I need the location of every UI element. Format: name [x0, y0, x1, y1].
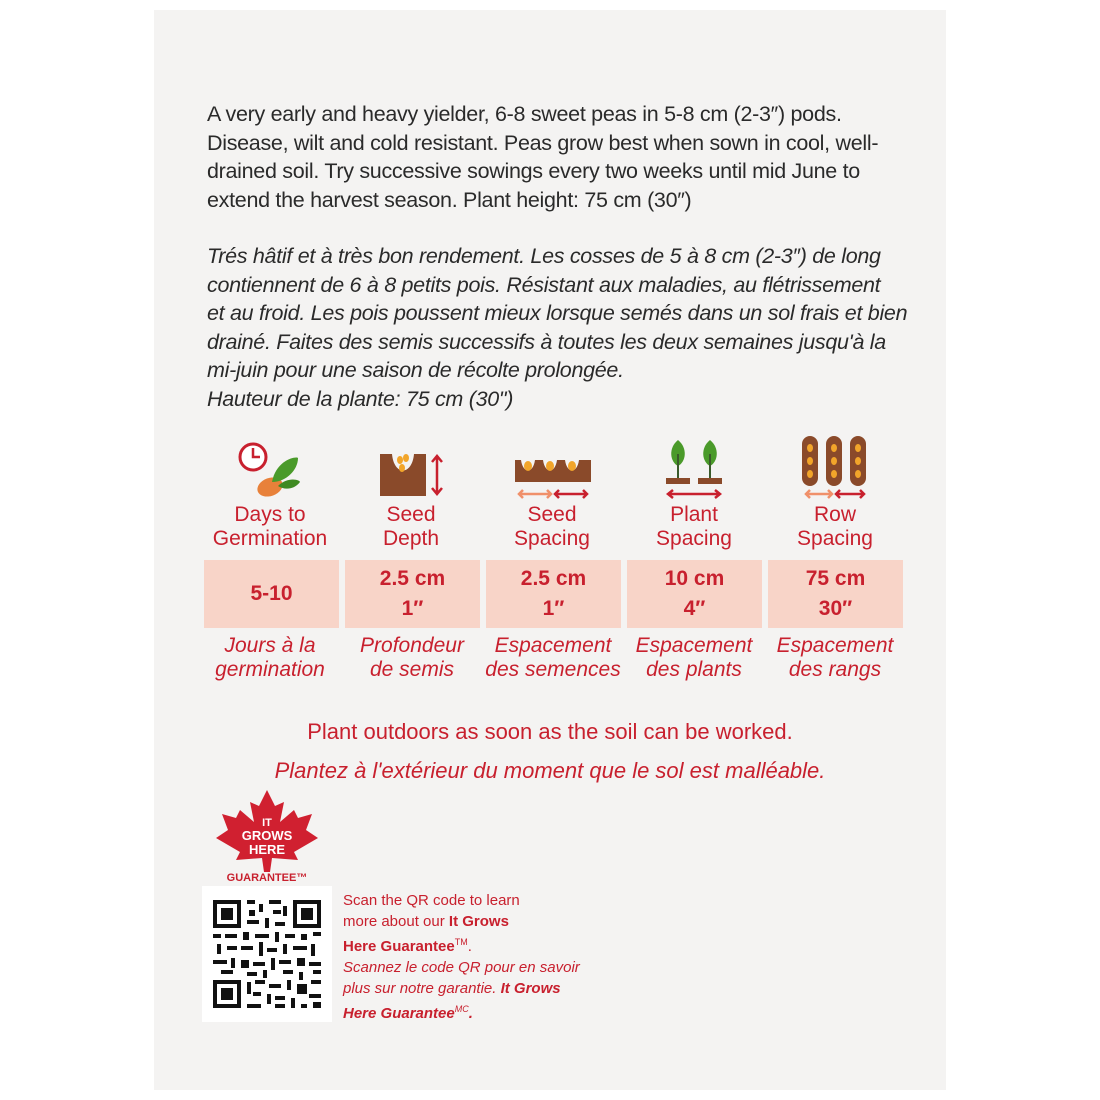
planting-note-french: Plantez à l'extérieur du moment que le sol est malléable.: [274, 758, 826, 783]
qr-code-description: [343, 890, 583, 1024]
qr-code-panel: [202, 886, 332, 1022]
value-seed-spacing: [486, 560, 621, 628]
label-fr-jours-germination: [200, 634, 340, 682]
value-days-to-germination: [204, 560, 339, 628]
value-line: 75 cm: [805, 567, 866, 590]
qr-text-part: .: [467, 938, 472, 955]
logo-text-grows: GROWS: [241, 828, 293, 843]
label-fr-espacement-semences: [483, 634, 623, 682]
description-line: mi-juin pour une saison de récolte prolongée.: [207, 358, 624, 382]
trademark-mark: MC: [454, 1004, 469, 1014]
description-line: contiennent de 6 à 8 petits pois. Résistant aux maladies, au flétrissement: [207, 272, 881, 297]
planting-note-english: Plant outdoors as soon as the soil can be worked.: [307, 719, 793, 744]
seed-depth-icon: [378, 452, 444, 498]
value-row-spacing: [768, 560, 903, 628]
value-plant-spacing: [627, 560, 762, 628]
description-line: Hauteur de la plante: 75 cm (30"): [207, 386, 514, 411]
description-line: Trés hâtif et à très bon rendement. Les cosses de 5 à 8 cm (2-3″) de long: [207, 244, 881, 268]
qr-text-part: plus sur notre garantie.: [343, 980, 501, 997]
description-line: extend the harvest season. Plant height: 75 cm (30″): [207, 187, 692, 212]
label-fr-profondeur: [342, 634, 482, 682]
label-line: Spacing: [797, 527, 873, 550]
clock-sprout-icon: [236, 440, 306, 498]
label-line: des rangs: [788, 658, 882, 681]
label-line: Seed: [527, 503, 577, 526]
row-spacing-icon: [800, 434, 872, 500]
label-line: des semences: [485, 658, 621, 681]
seed-spacing-icon: [513, 458, 593, 502]
value-seed-depth: [345, 560, 480, 628]
qr-text-bold: It Grows: [448, 913, 509, 930]
label-line: Spacing: [514, 527, 590, 550]
logo-text-guarantee: GUARANTEE™: [226, 872, 308, 884]
label-line: Espacement: [494, 634, 612, 657]
label-line: des plants: [646, 658, 742, 681]
qr-text-line: Scan the QR code to learn: [343, 892, 520, 909]
label-line: Days to: [234, 503, 306, 526]
description-french: [207, 242, 907, 413]
description-english: [207, 100, 907, 214]
value-line: 10 cm: [664, 567, 725, 590]
value-line: 30″: [818, 597, 853, 620]
qr-text-line: [343, 999, 583, 1024]
value-line: 2.5 cm: [379, 567, 446, 590]
label-line: Espacement: [635, 634, 753, 657]
qr-text-part: .: [468, 1005, 473, 1022]
value-line: 4″: [683, 597, 706, 620]
qr-text-part: more about our: [343, 913, 449, 930]
label-plant-spacing: [629, 503, 759, 551]
label-days-to-germination: [205, 503, 335, 551]
qr-text-bold: Here Guarantee: [343, 938, 455, 955]
label-line: Germination: [212, 527, 328, 550]
qr-code-icon[interactable]: [202, 886, 332, 1022]
label-line: Jours à la: [224, 634, 316, 657]
qr-text-bold: It Grows: [500, 980, 561, 997]
label-line: Depth: [382, 527, 440, 550]
label-fr-espacement-plants: [624, 634, 764, 682]
value-line: 2.5 cm: [520, 567, 587, 590]
label-line: de semis: [369, 658, 455, 681]
qr-text-line: [343, 932, 583, 957]
label-row-spacing: [770, 503, 900, 551]
label-line: Seed: [386, 503, 436, 526]
trademark-mark: TM: [454, 937, 468, 947]
qr-text-line: [343, 978, 583, 999]
description-line: drained soil. Try successive sowings every two weeks until mid June to: [207, 159, 860, 183]
qr-text-line: Scannez le code QR pour en savoir: [343, 959, 580, 976]
value-line: 1″: [542, 597, 565, 620]
label-line: Spacing: [656, 527, 732, 550]
label-fr-espacement-rangs: [765, 634, 905, 682]
qr-text-bold: Here Guarantee: [343, 1005, 455, 1022]
label-line: Espacement: [776, 634, 894, 657]
description-line: drainé. Faites des semis successifs à toutes les deux semaines jusqu'à la: [207, 329, 886, 354]
logo-text-it: IT: [262, 817, 272, 829]
label-line: Profondeur: [360, 634, 464, 657]
plant-spacing-icon: [664, 436, 726, 500]
logo-text-here: HERE: [248, 842, 286, 857]
value-line: 5-10: [250, 582, 293, 605]
label-line: Row: [813, 503, 856, 526]
label-line: germination: [215, 658, 325, 681]
label-line: Plant: [670, 503, 718, 526]
qr-text-line: [343, 911, 583, 932]
description-line: A very early and heavy yielder, 6-8 sweet peas in 5-8 cm (2-3″) pods.: [207, 102, 842, 126]
description-line: Disease, wilt and cold resistant. Peas grow best when sown in cool, well-: [207, 130, 879, 155]
label-seed-spacing: [487, 503, 617, 551]
it-grows-here-logo: [212, 788, 322, 884]
label-seed-depth: [346, 503, 476, 551]
value-line: 1″: [401, 597, 424, 620]
description-line: et au froid. Les pois poussent mieux lorsque semés dans un sol frais et bien: [207, 301, 908, 325]
